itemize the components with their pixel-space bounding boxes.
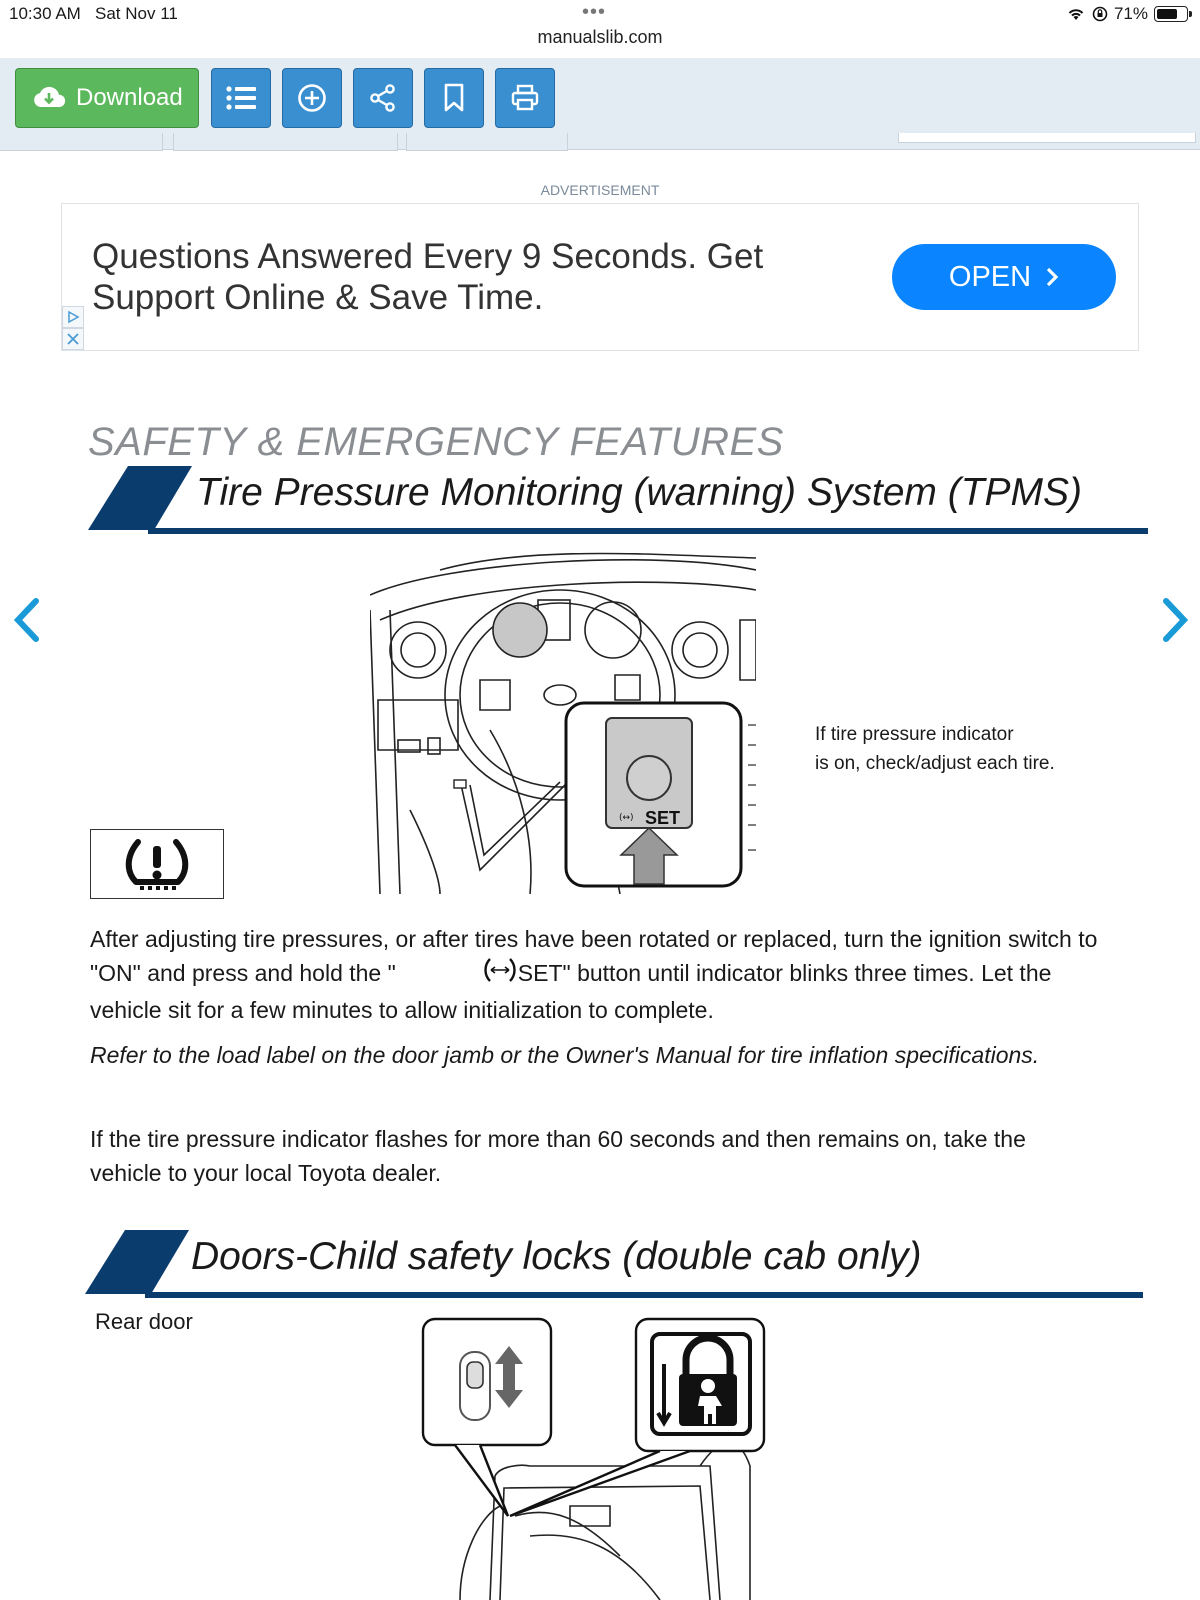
heading-slant-shape-2 <box>85 1230 191 1294</box>
tab-fragment-2[interactable] <box>0 133 163 151</box>
multitasking-dots[interactable]: ••• <box>582 1 607 23</box>
section-title: SAFETY & EMERGENCY FEATURES <box>88 420 784 464</box>
tpms-instructions-part-1: After adjusting tire pressures, or after tires have been rotated or replaced, turn the ignition switch to "ON" and press and hold the " <box>90 926 1098 986</box>
set-button-inline-icon <box>482 956 518 993</box>
tab-fragment-4[interactable] <box>406 133 568 151</box>
child-lock-illustration <box>420 1316 770 1600</box>
tpms-warning-indicator <box>90 829 224 899</box>
next-page-icon[interactable] <box>1158 595 1192 645</box>
ad-label: ADVERTISEMENT <box>540 182 660 198</box>
search-fragment[interactable] <box>898 133 1196 143</box>
tpms-heading-banner <box>88 466 1148 534</box>
tpms-instructions-part-2: SET" button until indicator blinks three times. Let the vehicle sit for a few minutes to allow initialization to complete. <box>90 960 1052 1024</box>
add-button[interactable] <box>282 68 342 128</box>
battery-icon <box>1154 6 1188 22</box>
plus-circle-icon <box>297 83 327 113</box>
heading-slant-shape <box>88 466 194 530</box>
url-bar[interactable]: manualslib.com <box>537 27 663 47</box>
status-right <box>1066 4 1188 24</box>
cloud-download-icon <box>32 85 66 111</box>
chevron-right-icon <box>1045 266 1059 288</box>
side-note-line-2: is on, check/adjust each tire. <box>815 753 1055 774</box>
ad-choices <box>62 306 84 350</box>
tpms-dashboard-illustration <box>370 550 756 894</box>
download-label: Download <box>76 84 183 111</box>
share-icon <box>368 83 398 113</box>
battery-percent: 71% <box>1113 4 1148 23</box>
previous-page-icon[interactable] <box>10 595 44 645</box>
ad-banner[interactable] <box>61 203 1139 351</box>
print-button[interactable] <box>495 68 555 128</box>
status-bar <box>0 0 1200 30</box>
tpms-instructions-paragraph <box>90 922 1100 1027</box>
heading-rule <box>148 528 1148 534</box>
wifi-icon <box>1066 6 1086 22</box>
rear-door-label: Rear door <box>95 1309 193 1334</box>
tab-fragment-3[interactable] <box>173 133 398 151</box>
list-icon <box>226 85 256 111</box>
ad-close-icon[interactable] <box>62 328 84 350</box>
ad-open-button[interactable] <box>892 244 1116 310</box>
bookmark-icon <box>442 83 466 113</box>
inflation-spec-note: Refer to the load label on the door jamb or the Owner's Manual for tire inflation specifications. <box>90 1042 1040 1068</box>
tpms-heading: Tire Pressure Monitoring (warning) System (TPMS) <box>196 471 1083 514</box>
dealer-note: If the tire pressure indicator flashes for more than 60 seconds and then remains on, take the vehicle to your local Toyota dealer. <box>90 1126 1026 1186</box>
doors-heading: Doors-Child safety locks (double cab only) <box>191 1235 922 1278</box>
tpms-side-note <box>815 720 1055 778</box>
bookmark-button[interactable] <box>424 68 484 128</box>
doors-heading-banner <box>85 1230 1143 1298</box>
status-time: 10:30 AM Sat Nov 11 <box>9 4 178 23</box>
svg-text:(↔): (↔) <box>619 813 634 823</box>
orientation-lock-icon <box>1092 6 1108 22</box>
battery-fill <box>1157 9 1177 19</box>
print-icon <box>510 84 540 112</box>
table-of-contents-button[interactable] <box>211 68 271 128</box>
ad-text[interactable]: Questions Answered Every 9 Seconds. Get Support Online & Save Time. <box>92 237 764 317</box>
adchoices-icon[interactable] <box>62 306 84 328</box>
heading-rule-2 <box>145 1292 1143 1298</box>
figure-set-label: SET <box>645 808 681 828</box>
download-button[interactable] <box>15 68 199 128</box>
share-button[interactable] <box>353 68 413 128</box>
document-toolbar <box>0 58 1200 150</box>
side-note-line-1: If tire pressure indicator <box>815 724 1014 745</box>
tire-pressure-warning-icon <box>122 834 192 894</box>
ad-open-label: OPEN <box>948 260 1032 293</box>
